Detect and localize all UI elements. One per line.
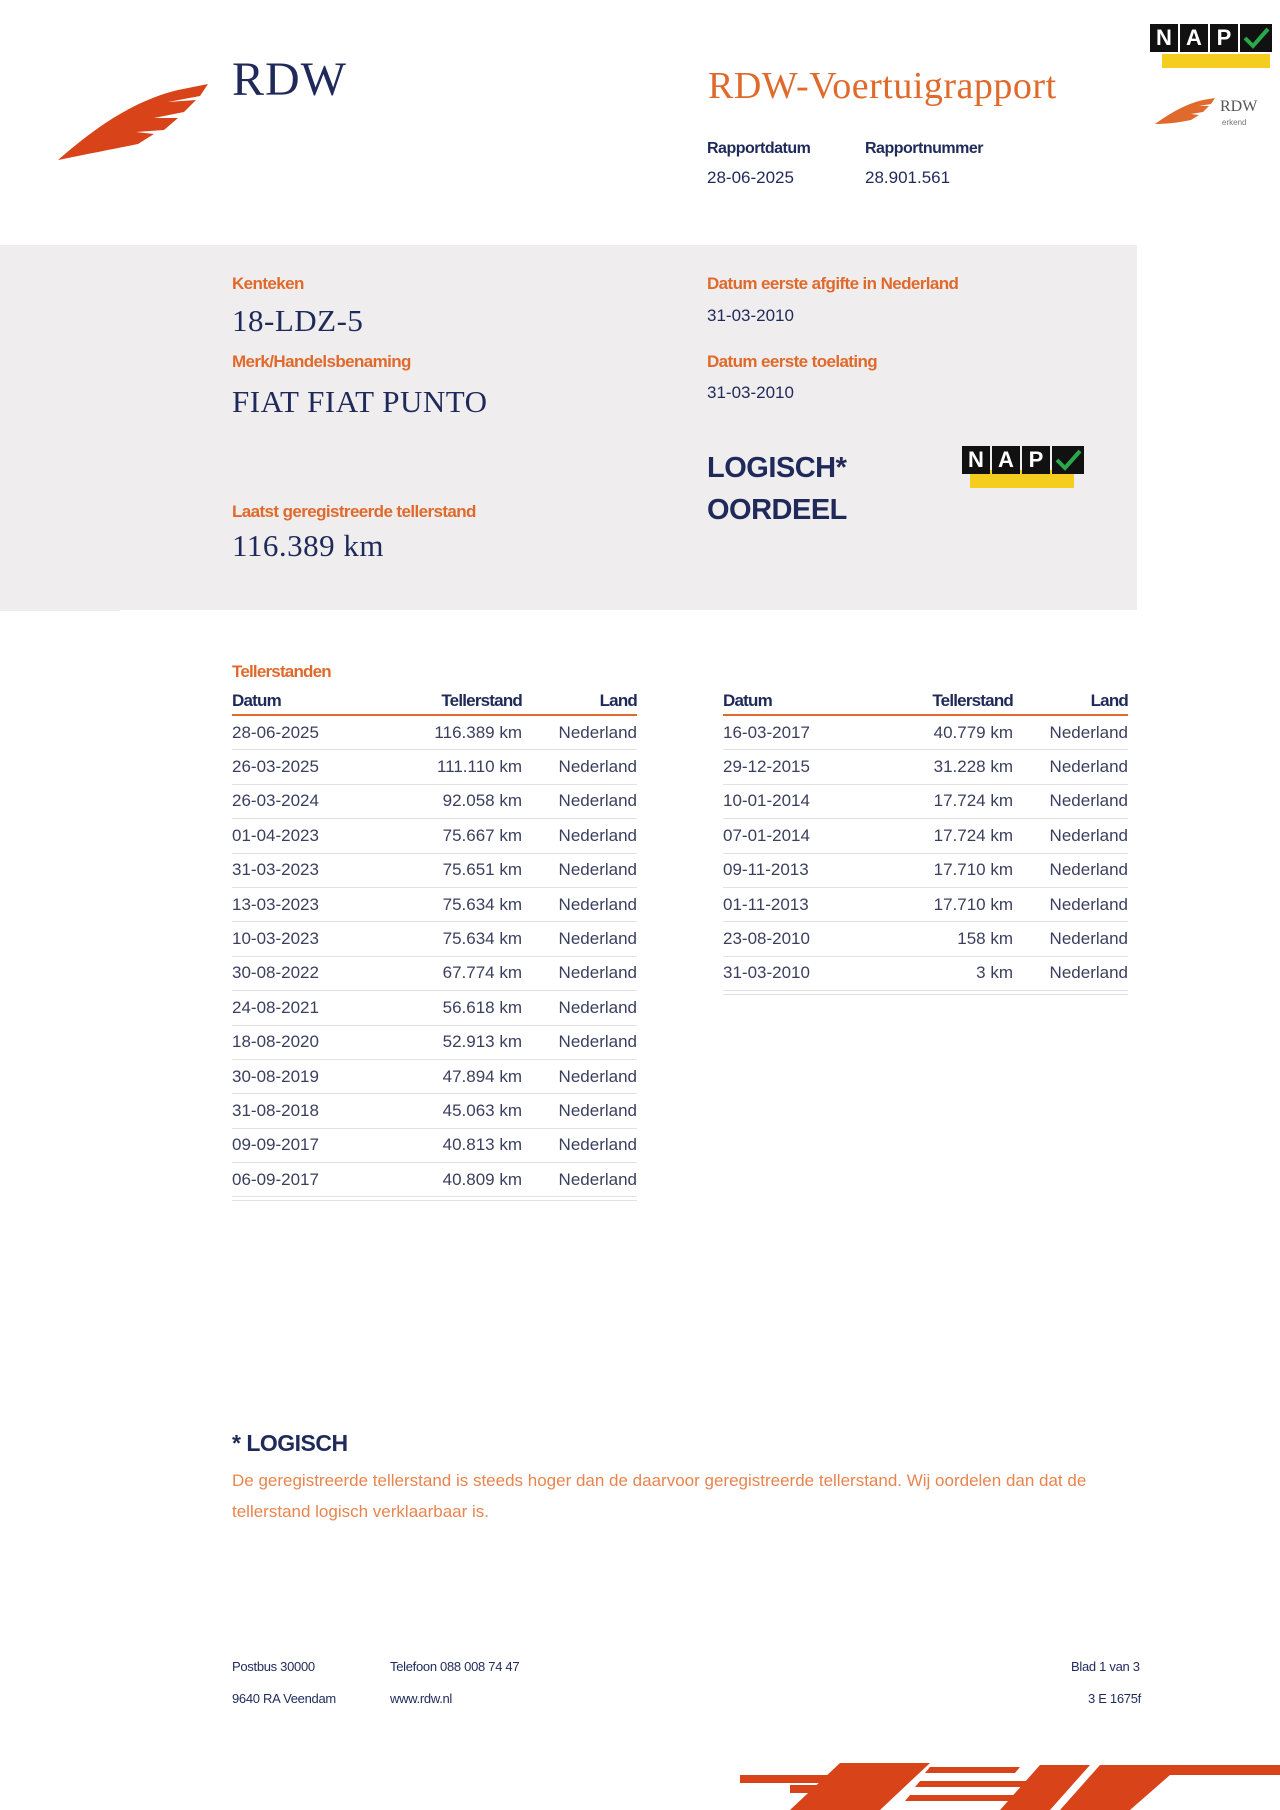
row-date: 01-11-2013 [723,894,809,914]
row-km: 3 km [976,963,1013,983]
row-land: Nederland [558,1066,637,1086]
brand-name: RDW [232,53,347,106]
rdw-logo-icon [58,82,208,162]
merk-value: FIAT FIAT PUNTO [232,384,488,419]
row-date: 31-08-2018 [232,1100,319,1120]
row-land: Nederland [1049,860,1128,880]
decorative-stripes-icon [730,1755,1280,1810]
row-land: Nederland [558,997,637,1017]
col-km-header: Tellerstand [441,691,522,710]
col-date-header: Datum [723,691,772,710]
nap-letter: A [1180,24,1208,52]
table-row [723,888,1128,922]
row-km: 17.710 km [933,860,1013,880]
table-header [232,690,637,716]
row-date: 28-06-2025 [232,722,319,742]
toelating-label: Datum eerste toelating [707,352,878,371]
afgifte-value: 31-03-2010 [707,306,794,325]
table-row [723,854,1128,888]
merk-label: Merk/Handelsbenaming [232,352,411,371]
footer-postbus: Postbus 30000 [232,1659,315,1674]
rapportnummer-label: Rapportnummer [865,140,983,157]
nap-letter: P [1210,24,1238,52]
row-km: 111.110 km [436,757,522,777]
row-km: 17.724 km [933,791,1013,811]
nap-letter: P [1022,446,1050,474]
row-land: Nederland [558,1135,637,1155]
row-land: Nederland [1049,963,1128,983]
row-date: 26-03-2024 [232,791,319,811]
row-date: 10-01-2014 [723,791,810,811]
row-land: Nederland [558,1169,637,1189]
table-row [723,957,1128,991]
row-date: 01-04-2023 [232,825,319,845]
nap-letter: N [962,446,990,474]
row-date: 10-03-2023 [232,929,319,949]
row-km: 17.724 km [933,825,1013,845]
table-end [723,991,1128,995]
verdict-line1: LOGISCH* [707,452,847,484]
table-row [232,750,637,784]
col-land-header: Land [599,691,637,710]
row-date: 07-01-2014 [723,825,810,845]
table-end [232,1197,637,1201]
table-row [232,957,637,991]
row-km: 75.651 km [442,860,522,880]
footer-code: 3 E 1675f [1088,1691,1141,1706]
row-date: 16-03-2017 [723,722,810,742]
tellerstand-label: Laatst geregistreerde tellerstand [232,502,476,521]
row-land: Nederland [558,825,637,845]
row-km: 158 km [957,929,1013,949]
table-row [232,1129,637,1163]
row-land: Nederland [558,963,637,983]
row-km: 92.058 km [442,791,522,811]
kenteken-label: Kenteken [232,274,304,293]
table-row [232,716,637,750]
row-date: 29-12-2015 [723,757,810,777]
erkend-sub: erkend [1222,118,1247,127]
row-date: 31-03-2010 [723,963,810,983]
table-header [723,690,1128,716]
rapportdatum-value: 28-06-2025 [707,168,794,187]
col-land-header: Land [1090,691,1128,710]
row-km: 40.779 km [933,722,1013,742]
footer-address: 9640 RA Veendam [232,1691,336,1706]
row-km: 67.774 km [442,963,522,983]
row-date: 30-08-2022 [232,963,319,983]
row-km: 75.667 km [442,825,522,845]
footnote-title: * LOGISCH [232,1430,348,1456]
check-icon [1240,24,1272,52]
table-row [723,922,1128,956]
row-land: Nederland [558,860,637,880]
afgifte-label: Datum eerste afgifte in Nederland [707,274,959,293]
row-km: 52.913 km [442,1032,522,1052]
tellerstanden-title: Tellerstanden [232,662,331,681]
table-row [232,819,637,853]
row-land: Nederland [1049,825,1128,845]
table-row [232,785,637,819]
row-land: Nederland [558,757,637,777]
row-km: 56.618 km [442,997,522,1017]
row-date: 30-08-2019 [232,1066,319,1086]
erkend-brand: RDW [1220,98,1258,115]
row-date: 18-08-2020 [232,1032,319,1052]
report-title: RDW-Voertuigrapport [708,65,1057,107]
row-km: 47.894 km [442,1066,522,1086]
footer-website[interactable]: www.rdw.nl [390,1691,453,1706]
footer-telefoon: Telefoon 088 008 74 47 [390,1659,520,1674]
rapportnummer-value: 28.901.561 [865,168,951,187]
rdw-erkend-logo-icon [1155,98,1215,126]
vehicle-summary-panel [0,245,1137,610]
row-land: Nederland [558,1100,637,1120]
nap-underline [1162,54,1270,68]
row-land: Nederland [1049,791,1128,811]
row-land: Nederland [558,894,637,914]
tellerstand-value: 116.389 km [232,528,384,563]
nap-letter: N [1150,24,1178,52]
footer-page: Blad 1 van 3 [1071,1659,1140,1674]
table-row [232,922,637,956]
table-row [232,854,637,888]
row-land: Nederland [558,929,637,949]
row-land: Nederland [558,1032,637,1052]
panel-notch [0,585,150,611]
row-land: Nederland [558,722,637,742]
row-km: 31.228 km [933,757,1013,777]
row-date: 23-08-2010 [723,929,810,949]
row-km: 40.809 km [442,1169,522,1189]
row-land: Nederland [558,791,637,811]
row-km: 17.710 km [933,894,1013,914]
table-row [232,1026,637,1060]
row-date: 13-03-2023 [232,894,319,914]
kenteken-value: 18-LDZ-5 [232,303,364,338]
row-land: Nederland [1049,757,1128,777]
row-km: 40.813 km [442,1135,522,1155]
row-date: 31-03-2023 [232,860,319,880]
row-km: 116.389 km [434,722,522,742]
table-row [723,750,1128,784]
table-row [723,785,1128,819]
table-row [232,888,637,922]
row-date: 26-03-2025 [232,757,319,777]
col-km-header: Tellerstand [932,691,1013,710]
row-date: 09-11-2013 [723,860,809,880]
row-date: 06-09-2017 [232,1169,319,1189]
toelating-value: 31-03-2010 [707,383,794,402]
table-row [232,991,637,1025]
row-km: 75.634 km [442,894,522,914]
odometer-table-right [723,690,1128,995]
odometer-table-left [232,690,637,1201]
table-row [723,819,1128,853]
verdict-line2: OORDEEL [707,494,847,526]
row-date: 24-08-2021 [232,997,319,1017]
nap-letter: A [992,446,1020,474]
row-land: Nederland [1049,929,1128,949]
nap-logo-top [1150,24,1272,52]
col-date-header: Datum [232,691,281,710]
row-land: Nederland [1049,722,1128,742]
row-land: Nederland [1049,894,1128,914]
nap-logo-panel [962,446,1084,474]
table-row [232,1060,637,1094]
row-km: 75.634 km [442,929,522,949]
check-icon [1052,446,1084,474]
footnote-text: De geregistreerde tellerstand is steeds hoger dan de daarvoor geregistreerde tellerstand. Wij oordelen dan dat de tellerstand logisch verklaarbaar is. [232,1471,1087,1521]
table-row [723,716,1128,750]
row-km: 45.063 km [442,1100,522,1120]
table-row [232,1163,637,1197]
row-date: 09-09-2017 [232,1135,319,1155]
table-row [232,1094,637,1128]
rapportdatum-label: Rapportdatum [707,140,811,157]
